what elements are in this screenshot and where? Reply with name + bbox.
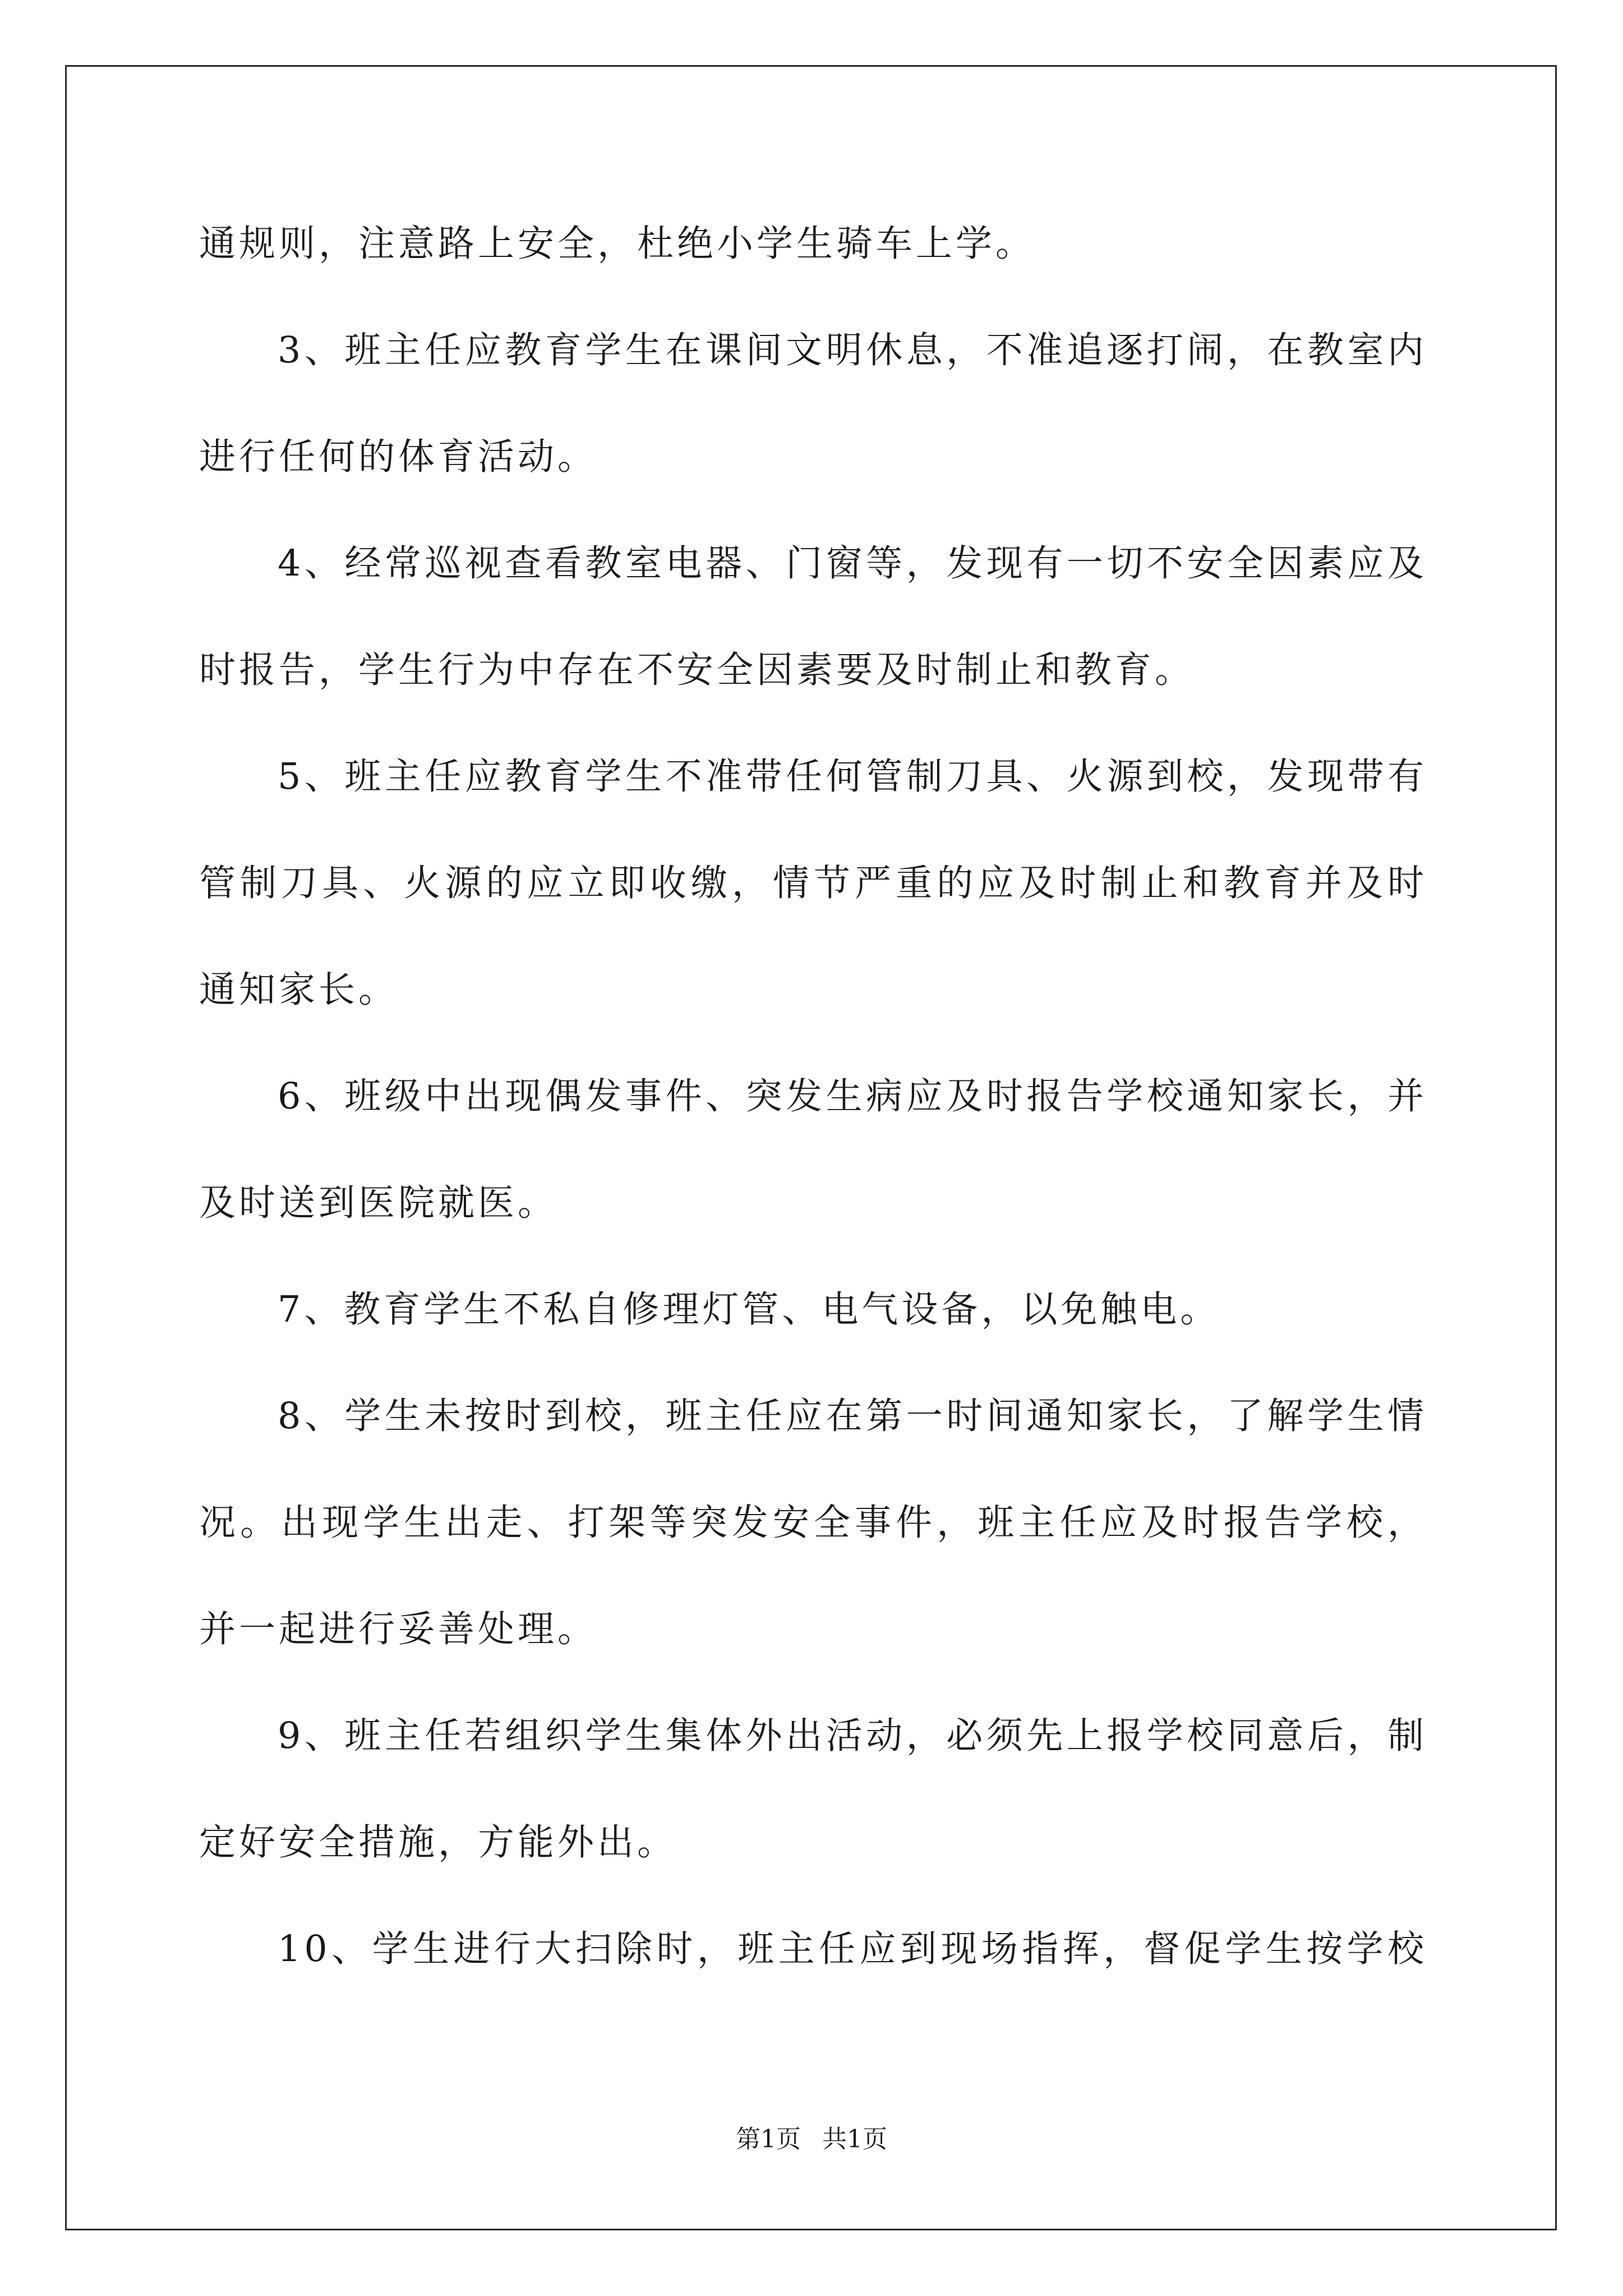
- text-line: 进行任何的体育活动。: [199, 436, 598, 478]
- text-line: 通规则，注意路上安全，杜绝小学生骑车上学。: [199, 223, 1036, 265]
- text-line: 通知家长。: [199, 969, 399, 1011]
- text-line: 定好安全措施，方能外出。: [199, 1821, 677, 1864]
- text-line: 4、经常巡视查看教室电器、门窗等，发现有一切不安全因素应及: [278, 542, 1427, 585]
- text-line: 6、班级中出现偶发事件、突发生病应及时报告学校通知家长，并: [278, 1075, 1427, 1117]
- text-line: 5、班主任应教育学生不准带任何管制刀具、火源到校，发现带有: [278, 756, 1427, 798]
- text-line: 7、教育学生不私自修理灯管、电气设备，以免触电。: [278, 1289, 1220, 1331]
- text-line: 管制刀具、火源的应立即收缴，情节严重的应及时制止和教育并及时: [199, 862, 1427, 904]
- page-number: 第1页: [736, 2125, 801, 2154]
- text-line: 8、学生未按时到校，班主任应在第一时间通知家长，了解学生情: [278, 1395, 1427, 1437]
- text-line: 并一起进行妥善处理。: [199, 1608, 598, 1650]
- page-footer: [0, 2123, 1623, 2156]
- text-line: 3、班主任应教育学生在课间文明休息，不准追逐打闹，在教室内: [278, 329, 1427, 371]
- text-line: 及时送到医院就医。: [199, 1182, 558, 1224]
- page-border: [65, 65, 1557, 2230]
- text-line: 9、班主任若组织学生集体外出活动，必须先上报学校同意后，制: [278, 1715, 1427, 1757]
- text-line: 时报告，学生行为中存在不安全因素要及时制止和教育。: [199, 649, 1195, 691]
- text-line: 况。出现学生出走、打架等突发安全事件，班主任应及时报告学校，: [199, 1502, 1427, 1544]
- text-line: 10、学生进行大扫除时，班主任应到现场指挥，督促学生按学校: [278, 1928, 1427, 1970]
- page-total: 共1页: [822, 2125, 887, 2154]
